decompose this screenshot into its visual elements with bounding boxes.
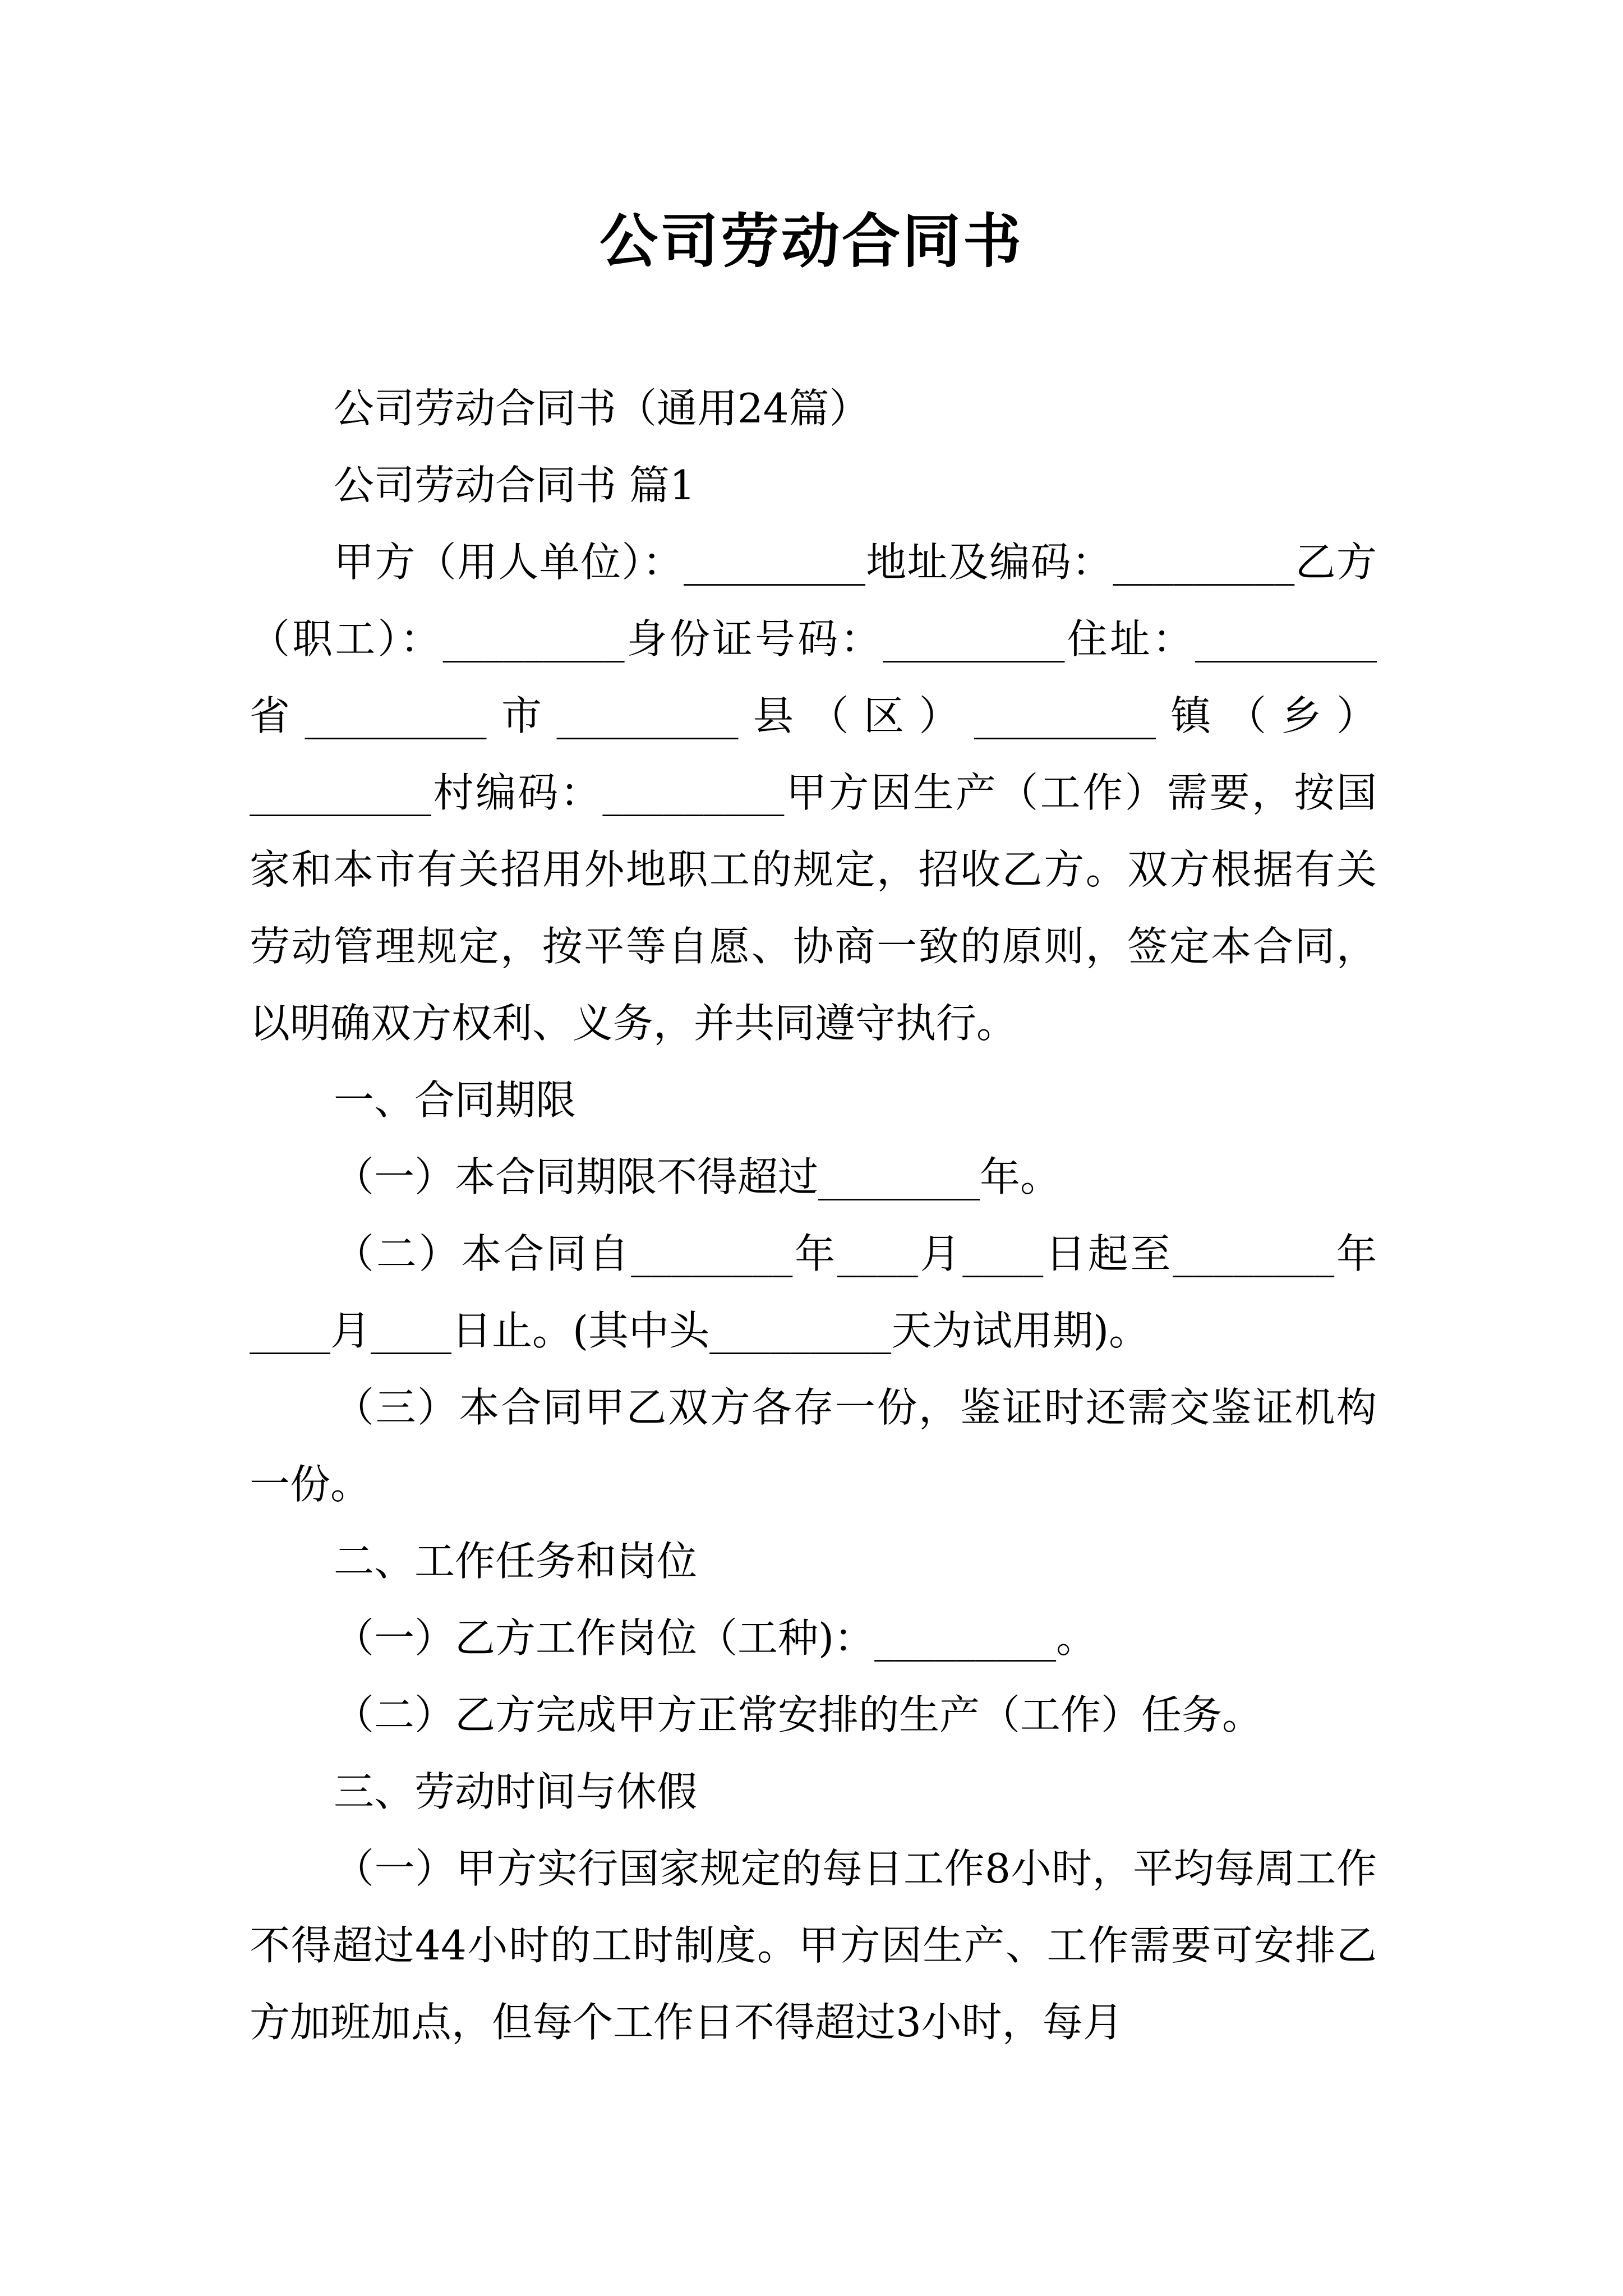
document-subtitle: 公司劳动合同书（通用24篇）	[334, 385, 870, 432]
clause-paragraph: （二）乙方完成甲方正常安排的生产（工作）任务。	[334, 1691, 1263, 1738]
clause-paragraph: （一）本合同期限不得超过________年。	[334, 1153, 1061, 1200]
section-heading-hours: 三、劳动时间与休假	[334, 1768, 698, 1815]
chapter-heading: 公司劳动合同书 篇1	[334, 462, 695, 509]
section-heading-duties: 二、工作任务和岗位	[334, 1538, 698, 1585]
section-heading-term: 一、合同期限	[334, 1076, 577, 1124]
clause-paragraph: （一）甲方实行国家规定的每日工作8小时，平均每周工作不得超过44小时的工时制度。甲方因生产、工作需要可安排乙方加班加点，但每个工作日不得超过3小时，每月	[250, 1845, 1377, 2046]
document-body	[250, 370, 1377, 2061]
clause-paragraph: （三）本合同甲乙双方各存一份，鉴证时还需交鉴证机构一份。	[250, 1384, 1377, 1508]
document-title: 公司劳动合同书	[599, 206, 1023, 275]
clause-paragraph: （一）乙方工作岗位（工种)：_________。	[334, 1614, 1097, 1662]
parties-paragraph: 甲方（用人单位）：_________地址及编码：_________乙方（职工）：_________身份证号码：_________住址：_________省_________市_________县（区）_________镇（乡）_________村编码：_________甲方因生产（工作）需要，按国家和本市有关招用外地职工的规定，招收乙方。双方根据有关劳动管理规定，按平等自愿、协商一致的原则，签定本合同，以明确双方权利、义务，并共同遵守执行。	[250, 539, 1377, 1047]
clause-paragraph: （二）本合同自________年____月____日起至________年____月____日止。(其中头_________天为试用期)。	[250, 1230, 1377, 1354]
